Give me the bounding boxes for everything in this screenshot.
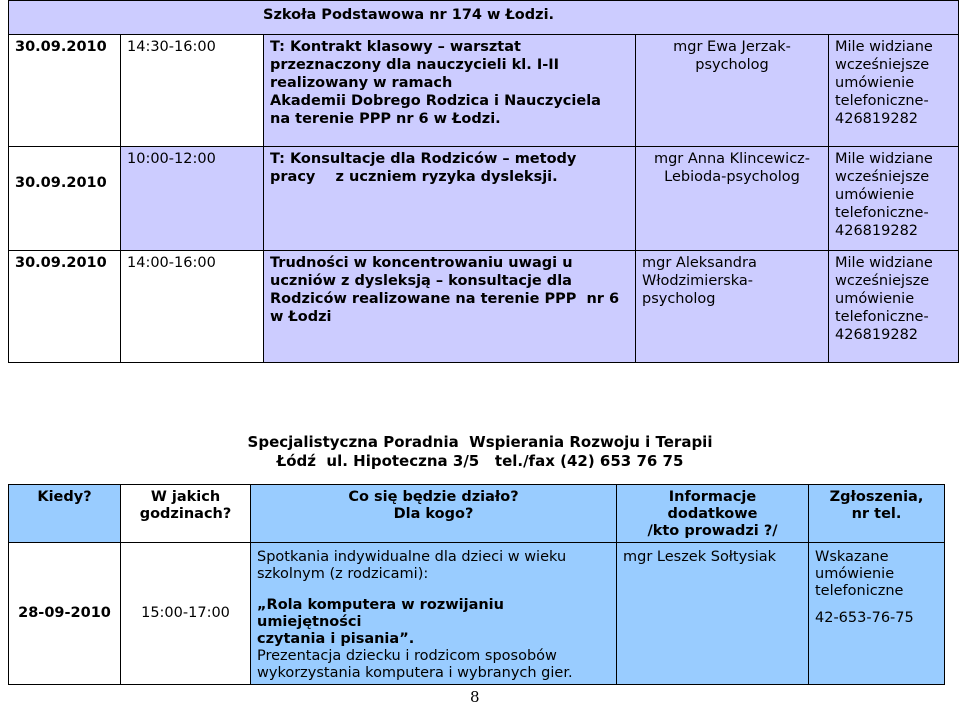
school-header-row xyxy=(9,1,959,35)
header-text: Kiedy? xyxy=(37,489,92,505)
note-line: umówienie xyxy=(835,187,915,203)
contact-line: umówienie xyxy=(815,566,895,582)
header-text: /kto prowadzi ?/ xyxy=(647,523,778,539)
topic-line: pracy z uczniem ryzyka dysleksji. xyxy=(270,169,558,185)
note-line: 426819282 xyxy=(835,223,919,239)
phone-number: 42-653-76-75 xyxy=(815,610,914,626)
header-signup xyxy=(809,485,945,543)
event-topic xyxy=(264,35,636,147)
topic-line: Rodziców realizowane na terenie PPP nr 6 xyxy=(270,291,620,307)
topic-line: T: Konsultacje dla Rodziców – metody xyxy=(270,151,577,167)
event-person xyxy=(636,35,829,147)
note-line: Mile widziane xyxy=(835,255,933,271)
description-line: Spotkania indywidualne dla dzieci w wieku xyxy=(257,549,567,565)
event-person xyxy=(636,147,829,251)
person-line: psycholog xyxy=(695,57,769,73)
event-person xyxy=(636,251,829,363)
event-date: 30.09.2010 xyxy=(9,35,121,147)
topic-line: Akademii Dobrego Rodzica i Nauczyciela xyxy=(270,93,601,109)
note-line: Mile widziane xyxy=(835,39,933,55)
organization-address: Łódź ul. Hipoteczna 3/5 tel./fax (42) 653 76 75 xyxy=(276,452,684,470)
school-name: Szkoła Podstawowa nr 174 w Łodzi. xyxy=(9,1,959,35)
note-line: wcześniejsze xyxy=(835,57,930,73)
event-time: 15:00-17:00 xyxy=(121,543,251,685)
event-time: 10:00-12:00 xyxy=(121,147,264,251)
topic-line: na terenie PPP nr 6 w Łodzi. xyxy=(270,111,501,127)
header-text: Co się będzie działo? xyxy=(348,489,519,505)
organization-info xyxy=(0,433,960,471)
note-line: 426819282 xyxy=(835,111,919,127)
contact-line: Wskazane xyxy=(815,549,889,565)
note-line: umówienie xyxy=(835,75,915,91)
topic-line: Trudności w koncentrowaniu uwagi u xyxy=(270,255,573,271)
event-date: 28-09-2010 xyxy=(9,543,121,685)
note-line: wcześniejsze xyxy=(835,273,930,289)
clinic-schedule-table xyxy=(8,484,945,685)
person-line: psycholog xyxy=(642,291,716,307)
note-line: telefoniczne- xyxy=(835,205,929,221)
event-description xyxy=(251,543,617,685)
description-bold-line: „Rola komputera w rozwijaniu umiejętności xyxy=(257,597,504,630)
table-row xyxy=(9,251,959,363)
event-time: 14:00-16:00 xyxy=(121,251,264,363)
contact-line: telefoniczne xyxy=(815,583,904,599)
event-contact xyxy=(809,543,945,685)
event-note xyxy=(829,147,959,251)
note-line: telefoniczne- xyxy=(835,309,929,325)
table-row xyxy=(9,35,959,147)
header-when xyxy=(9,485,121,543)
header-row xyxy=(9,485,945,543)
table-row xyxy=(9,543,945,685)
event-time: 14:30-16:00 xyxy=(121,35,264,147)
topic-line: uczniów z dysleksją – konsultacje dla xyxy=(270,273,572,289)
note-line: telefoniczne- xyxy=(835,93,929,109)
note-line: wcześniejsze xyxy=(835,169,930,185)
event-date: 30.09.2010 xyxy=(9,251,121,363)
event-date: 30.09.2010 xyxy=(9,147,121,251)
person-line: Włodzimierska- xyxy=(642,273,754,289)
note-line: umówienie xyxy=(835,291,915,307)
header-info xyxy=(617,485,809,543)
topic-line: w Łodzi xyxy=(270,309,332,325)
description-line: Prezentacja dziecku i rodzicom sposobów xyxy=(257,648,557,664)
topic-line: T: Kontrakt klasowy – warsztat xyxy=(270,39,521,55)
organization-name: Specjalistyczna Poradnia Wspierania Rozwoju i Terapii xyxy=(247,433,713,451)
header-text: W jakich xyxy=(150,489,221,505)
header-text: nr tel. xyxy=(851,506,902,522)
header-hours xyxy=(121,485,251,543)
header-text: Zgłoszenia, xyxy=(829,489,924,505)
description-line: szkolnym (z rodzicami): xyxy=(257,566,429,582)
person-line: mgr Anna Klincewicz- xyxy=(653,151,811,167)
event-topic xyxy=(264,147,636,251)
person-line: Lebioda-psycholog xyxy=(664,169,800,185)
page-number: 8 xyxy=(470,688,480,706)
description-line: wykorzystania komputera i wybranych gier. xyxy=(257,665,573,681)
school-schedule-table xyxy=(8,0,959,363)
person-line: mgr Ewa Jerzak- xyxy=(673,39,791,55)
header-text: Informacje xyxy=(668,489,757,505)
event-topic xyxy=(264,251,636,363)
note-line: Mile widziane xyxy=(835,151,933,167)
event-person: mgr Leszek Sołtysiak xyxy=(617,543,809,685)
header-text: Dla kogo? xyxy=(393,506,474,522)
table-row xyxy=(9,147,959,251)
description-bold-line: czytania i pisania”. xyxy=(257,631,415,647)
header-text: godzinach? xyxy=(139,506,232,522)
header-what xyxy=(251,485,617,543)
topic-line: realizowany w ramach xyxy=(270,75,453,91)
header-text: dodatkowe xyxy=(667,506,758,522)
person-line: mgr Aleksandra xyxy=(642,255,757,271)
event-note xyxy=(829,35,959,147)
note-line: 426819282 xyxy=(835,327,919,343)
topic-line: przeznaczony dla nauczycieli kl. I-II xyxy=(270,57,560,73)
event-note xyxy=(829,251,959,363)
